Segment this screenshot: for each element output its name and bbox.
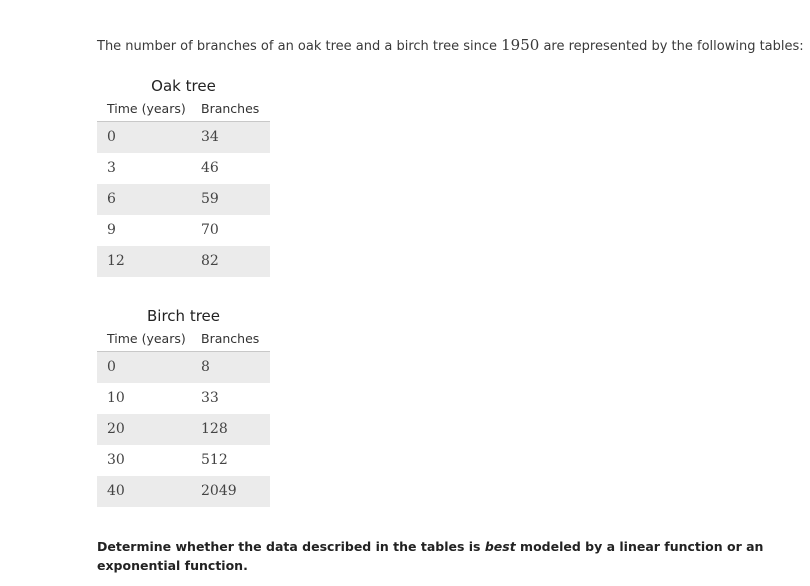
oak-header-branches: Branches xyxy=(201,101,260,116)
table-row xyxy=(97,184,270,215)
table-row xyxy=(97,153,270,184)
branches-cell: 70 xyxy=(201,222,219,238)
table-row xyxy=(97,476,270,507)
time-cell: 0 xyxy=(107,359,116,375)
oak-table-header xyxy=(97,97,270,122)
question-emphasis: best xyxy=(484,539,516,554)
branches-cell: 512 xyxy=(201,452,228,468)
table-row xyxy=(97,414,270,445)
time-cell: 6 xyxy=(107,191,116,207)
time-cell: 12 xyxy=(107,253,125,269)
oak-tree-table xyxy=(97,75,270,277)
birch-header-branches: Branches xyxy=(201,331,260,346)
time-cell: 30 xyxy=(107,452,125,468)
oak-table-title: Oak tree xyxy=(151,77,216,95)
time-cell: 20 xyxy=(107,421,125,437)
branches-cell: 2049 xyxy=(201,483,237,499)
birch-tree-table xyxy=(97,305,270,507)
intro-year: 1950 xyxy=(501,36,540,54)
table-row xyxy=(97,352,270,383)
intro-after: are represented by the following tables: xyxy=(539,39,804,54)
birch-table-title: Birch tree xyxy=(147,307,220,325)
time-cell: 10 xyxy=(107,390,125,406)
question-after: modeled by a linear function or an exponential function. xyxy=(97,539,764,573)
table-row xyxy=(97,122,270,153)
branches-cell: 82 xyxy=(201,253,219,269)
birch-header-time: Time (years) xyxy=(107,331,186,346)
time-cell: 40 xyxy=(107,483,125,499)
question-text xyxy=(97,537,767,575)
branches-cell: 59 xyxy=(201,191,219,207)
branches-cell: 46 xyxy=(201,160,219,176)
time-cell: 0 xyxy=(107,129,116,145)
table-row xyxy=(97,445,270,476)
birch-table-header xyxy=(97,327,270,352)
time-cell: 3 xyxy=(107,160,116,176)
branches-cell: 8 xyxy=(201,359,210,375)
oak-header-time: Time (years) xyxy=(107,101,186,116)
time-cell: 9 xyxy=(107,222,116,238)
intro-text xyxy=(97,36,804,54)
table-row xyxy=(97,215,270,246)
branches-cell: 128 xyxy=(201,421,228,437)
table-row xyxy=(97,383,270,414)
branches-cell: 33 xyxy=(201,390,219,406)
table-row xyxy=(97,246,270,277)
intro-before: The number of branches of an oak tree and a birch tree since xyxy=(97,39,502,54)
branches-cell: 34 xyxy=(201,129,219,145)
question-before: Determine whether the data described in the tables is xyxy=(97,539,485,554)
